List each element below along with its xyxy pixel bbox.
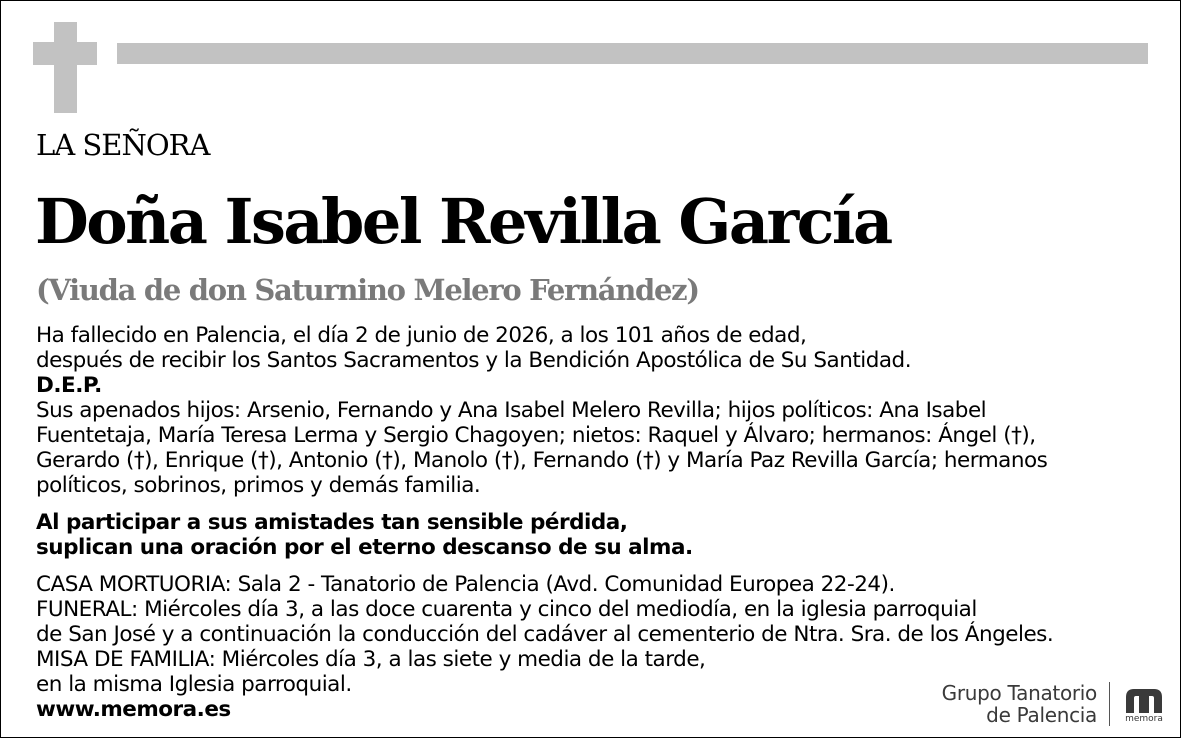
service-line: MISA DE FAMILIA: Miércoles día 3, a las siete y media de la tarde, (36, 647, 706, 672)
family-line: Gerardo (†), Enrique (†), Antonio (†), Manolo (†), Fernando (†) y María Paz Revilla García; hermanos (36, 448, 1048, 473)
memora-word: memora (1125, 713, 1163, 724)
funeral-home-logo (942, 682, 1166, 726)
family-line: políticos, sobrinos, primos y demás familia. (36, 473, 481, 498)
prayer-line: Al participar a sus amistades tan sensible pérdida, (36, 510, 628, 535)
honorific: LA SEÑORA (36, 128, 210, 162)
family-line: Sus apenados hijos: Arsenio, Fernando y Ana Isabel Melero Revilla; hijos políticos: Ana Isabel (36, 398, 987, 423)
service-line: CASA MORTUORIA: Sala 2 - Tanatorio de Palencia (Avd. Comunidad Europea 22-24). (36, 572, 895, 597)
memora-m-icon (1122, 685, 1166, 715)
logo-line-1: Grupo Tanatorio (941, 681, 1097, 705)
website-link[interactable]: www.memora.es (36, 697, 231, 722)
family-line: Fuentetaja, María Teresa Lerma y Sergio Chagoyen; nietos: Raquel y Álvaro; hermanos: Ángel (†), (36, 423, 1036, 448)
cross-icon-horizontal (33, 42, 97, 65)
dep-text: D.E.P. (36, 373, 102, 398)
prayer-line: suplican una oración por el eterno descanso de su alma. (36, 535, 693, 560)
logo-line-2: de Palencia (986, 703, 1097, 727)
death-line: Ha fallecido en Palencia, el día 2 de junio de 2026, a los 101 años de edad, (36, 323, 807, 348)
notice-body (36, 323, 1156, 722)
deceased-name: Doña Isabel Revilla García (35, 185, 891, 258)
widow-of: (Viuda de don Saturnino Melero Fernández) (36, 273, 699, 307)
cross-icon-vertical (54, 22, 77, 113)
logo-text (942, 682, 1097, 726)
service-line: de San José y a continuación la conducción del cadáver al cementerio de Ntra. Sra. de los Ángeles. (36, 622, 1054, 647)
death-line: después de recibir los Santos Sacramentos y la Bendición Apostólica de Su Santidad. (36, 348, 912, 373)
service-line: en la misma Iglesia parroquial. (36, 672, 352, 697)
logo-divider (1109, 682, 1110, 726)
service-line: FUNERAL: Miércoles día 3, a las doce cuarenta y cinco del mediodía, en la iglesia parroquial (36, 597, 977, 622)
header-bar (117, 43, 1148, 64)
memora-logo-icon (1122, 685, 1166, 724)
